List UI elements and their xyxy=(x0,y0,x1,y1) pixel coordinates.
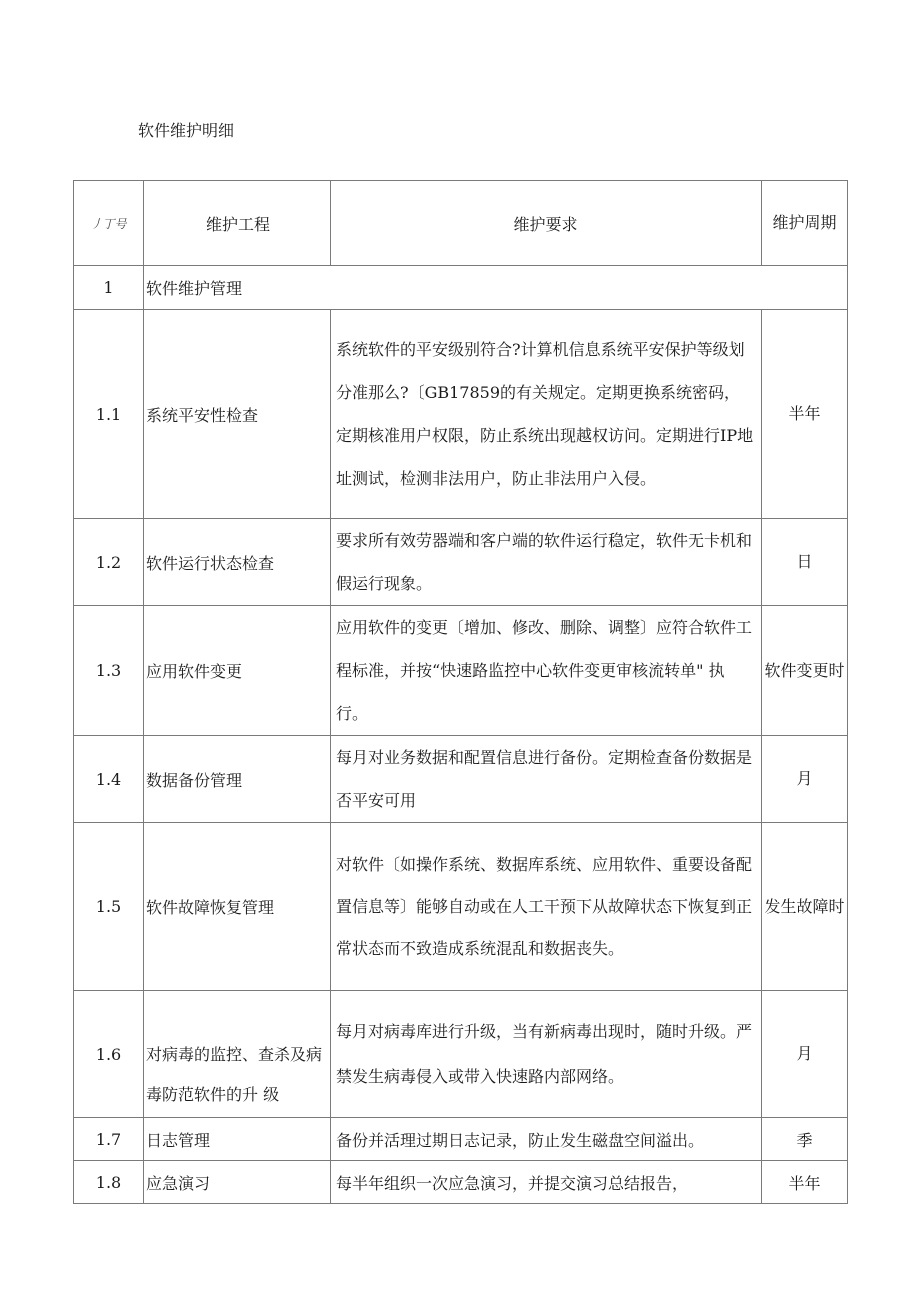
row-requirement: 备份并活理过期日志记录，防止发生磁盘空间溢出。 xyxy=(331,1118,762,1161)
row-item: 数据备份管理 xyxy=(144,736,331,823)
row-item: 应用软件变更 xyxy=(144,606,331,736)
row-item: 对病毒的监控、查杀及病毒防范软件的升 级 xyxy=(144,991,331,1118)
row-requirement: 每半年组织一次应急演习，并提交演习总结报告， xyxy=(331,1161,762,1204)
row-period: 软件变更时 xyxy=(762,606,848,736)
row-period: 月 xyxy=(762,991,848,1118)
section-no: 1 xyxy=(74,266,144,310)
table-row xyxy=(74,519,848,606)
table-row xyxy=(74,991,848,1118)
header-no: 丿丁号 xyxy=(74,181,144,266)
row-requirement: 要求所有效劳器端和客户端的软件运行稳定，软件无卡机和假运行现象。 xyxy=(331,519,762,606)
row-no: 1.8 xyxy=(74,1161,144,1204)
table-row xyxy=(74,823,848,991)
table-row xyxy=(74,1161,848,1204)
row-requirement: 对软件〔如操作系统、数据库系统、应用软件、重要设备配置信息等〕能够自动或在人工干预下从故障状态下恢复到正常状态而不致造成系统混乱和数据丧失。 xyxy=(331,823,762,991)
row-requirement: 应用软件的变更〔增加、修改、删除、调整〕应符合软件工程标准，并按“快速路监控中心软件变更审核流转单" 执行。 xyxy=(331,606,762,736)
header-requirement: 维护要求 xyxy=(331,181,762,266)
row-requirement: 每月对病毒库进行升级，当有新病毒出现时，随时升级。严禁发生病毒侵入或带入快速路内部网络。 xyxy=(331,991,762,1118)
row-no: 1.5 xyxy=(74,823,144,991)
header-period: 维护周期 xyxy=(762,181,848,266)
row-period: 半年 xyxy=(762,1161,848,1204)
maintenance-table xyxy=(73,180,848,1204)
row-no: 1.7 xyxy=(74,1118,144,1161)
row-no: 1.6 xyxy=(74,991,144,1118)
row-period: 半年 xyxy=(762,310,848,519)
row-period: 季 xyxy=(762,1118,848,1161)
row-item: 软件故障恢复管理 xyxy=(144,823,331,991)
row-period: 发生故障时 xyxy=(762,823,848,991)
row-item: 应急演习 xyxy=(144,1161,331,1204)
row-requirement: 每月对业务数据和配置信息进行备份。定期检查备份数据是否平安可用 xyxy=(331,736,762,823)
row-no: 1.1 xyxy=(74,310,144,519)
section-title: 软件维护管理 xyxy=(144,266,848,310)
row-period: 月 xyxy=(762,736,848,823)
section-row xyxy=(74,266,848,310)
row-no: 1.4 xyxy=(74,736,144,823)
table-row xyxy=(74,310,848,519)
table-header-row xyxy=(74,181,848,266)
row-no: 1.3 xyxy=(74,606,144,736)
row-item: 软件运行状态检查 xyxy=(144,519,331,606)
table-row xyxy=(74,606,848,736)
row-item: 系统平安性检查 xyxy=(144,310,331,519)
table-row xyxy=(74,736,848,823)
table-row xyxy=(74,1118,848,1161)
header-item: 维护工程 xyxy=(144,181,331,266)
row-no: 1.2 xyxy=(74,519,144,606)
row-item: 日志管理 xyxy=(144,1118,331,1161)
row-period: 日 xyxy=(762,519,848,606)
row-requirement: 系统软件的平安级别符合?计算机信息系统平安保护等级划分准那么?〔GB17859的有关规定。定期更换系统密码，定期核准用户权限，防止系统出现越权访问。定期进行IP地址测试，检测非法用户，防止非法用户入侵。 xyxy=(331,310,762,519)
document-title: 软件维护明细 xyxy=(138,121,235,140)
